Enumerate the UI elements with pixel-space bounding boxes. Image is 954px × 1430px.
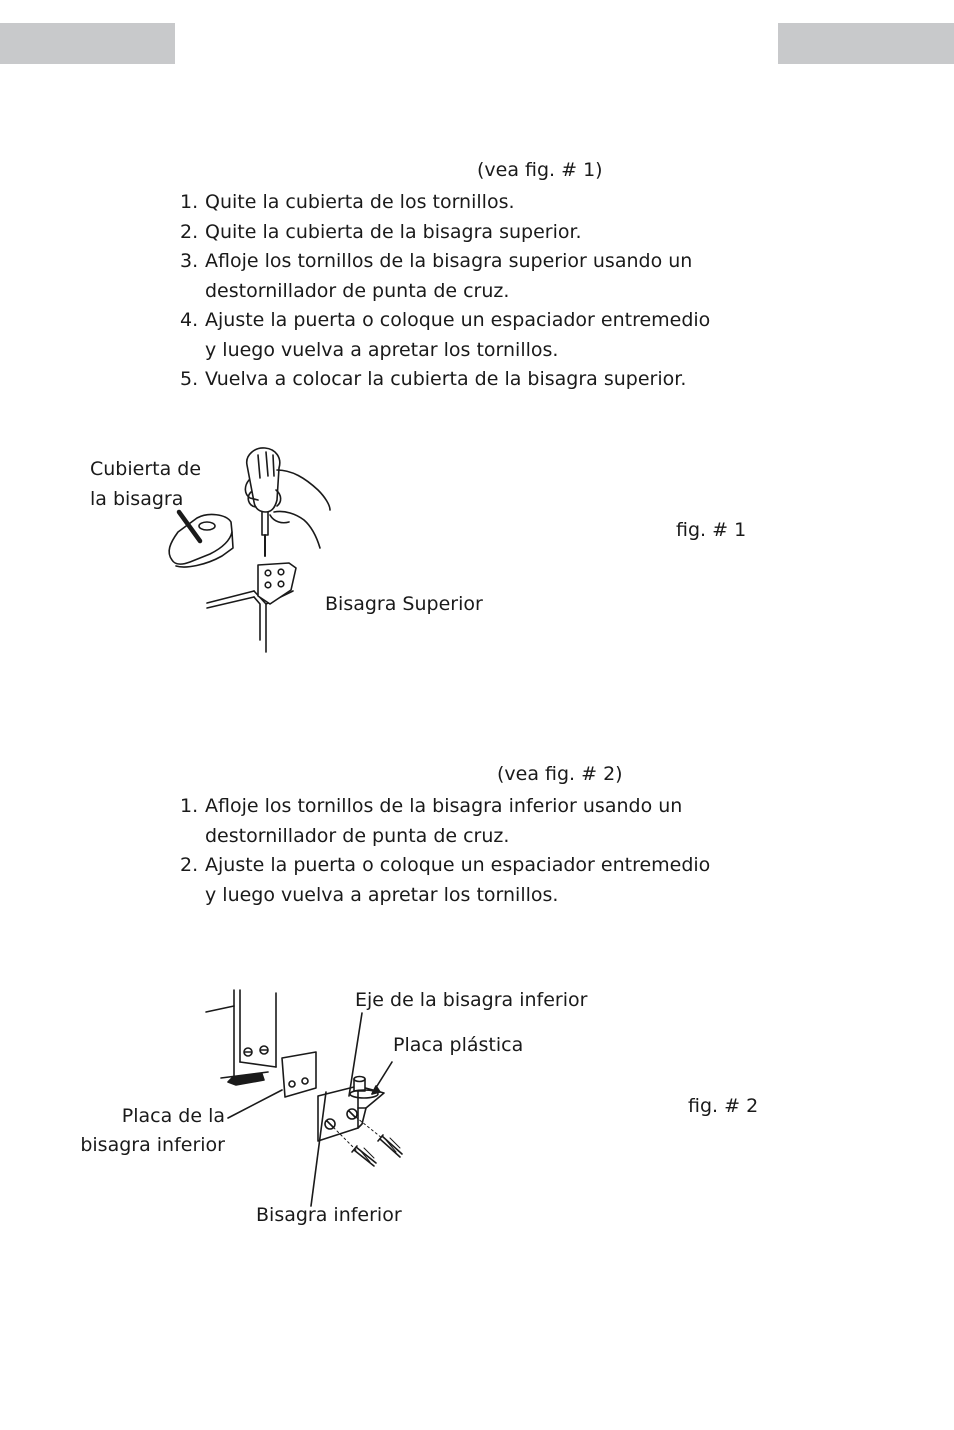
step-1-5: 5. Vuelva a colocar la cubierta de la bisagra superior. bbox=[180, 368, 687, 390]
step-1-4: 4. Ajuste la puerta o coloque un espaciador entremedio y luego vuelva a apretar los tornillos. bbox=[180, 309, 711, 361]
label-plastic-plate: Placa plástica bbox=[393, 1034, 524, 1056]
label-bottom-hinge-plate-line1: Placa de la bbox=[121, 1105, 225, 1127]
fig-2-caption: fig. # 2 bbox=[688, 1095, 759, 1117]
label-hinge-axis: Eje de la bisagra inferior bbox=[355, 989, 588, 1011]
label-hinge-cover-line1: Cubierta de bbox=[90, 458, 202, 480]
label-top-hinge: Bisagra Superior bbox=[325, 593, 483, 615]
label-hinge-cover-line2: la bisagra bbox=[90, 488, 184, 510]
see-fig-2: (vea fig. # 2) bbox=[497, 763, 623, 785]
step-1-1: 1. Quite la cubierta de los tornillos. bbox=[180, 191, 515, 213]
step-1-3: 3. Afloje los tornillos de la bisagra superior usando un destornillador de punta de cruz. bbox=[180, 250, 693, 302]
step-2-2: 2. Ajuste la puerta o coloque un espaciador entremedio y luego vuelva a apretar los tornillos. bbox=[180, 854, 711, 906]
step-1-2: 2. Quite la cubierta de la bisagra superior. bbox=[180, 220, 582, 243]
step-2-1: 1. Afloje los tornillos de la bisagra inferior usando un destornillador de punta de cruz. bbox=[180, 795, 683, 847]
label-bottom-hinge: Bisagra inferior bbox=[256, 1204, 402, 1226]
see-fig-1: (vea fig. # 1) bbox=[477, 159, 603, 181]
label-bottom-hinge-plate-line2: bisagra inferior bbox=[80, 1134, 225, 1156]
fig-1-caption: fig. # 1 bbox=[676, 519, 747, 541]
